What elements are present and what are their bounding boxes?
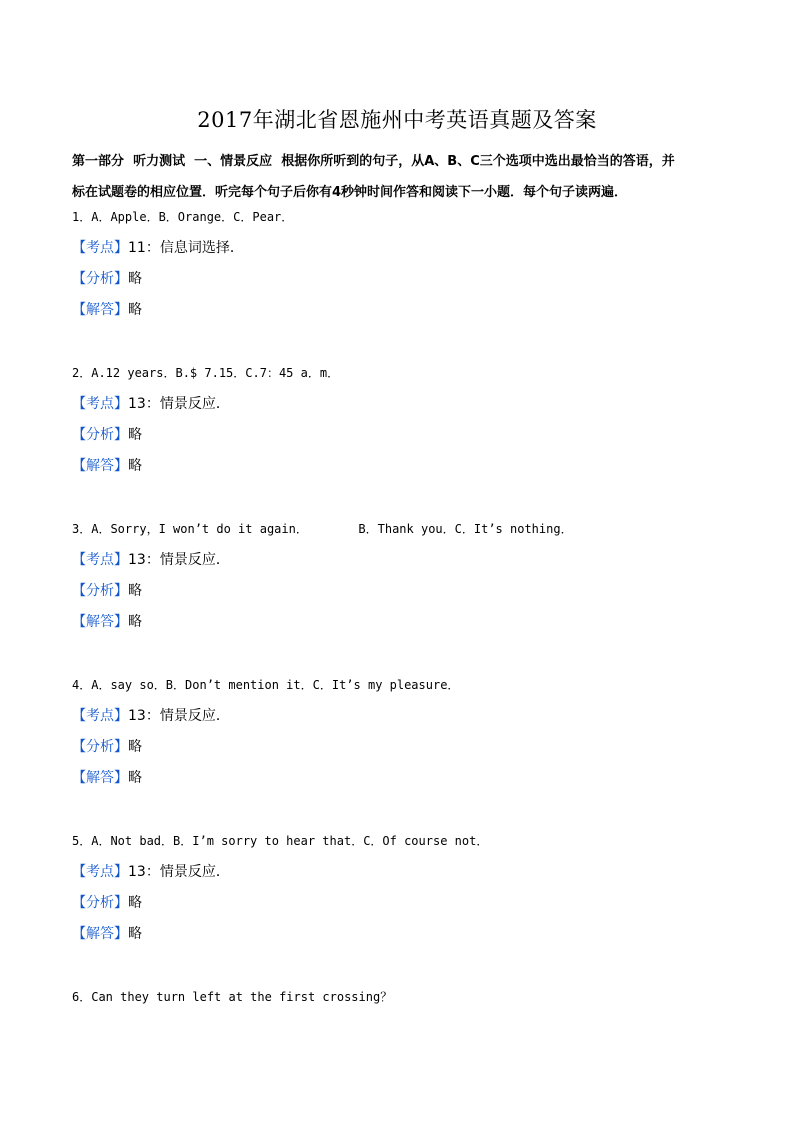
question-1-text: 1．A．Apple．B．Orange．C．Pear． [72, 210, 294, 224]
question-1-kaodian [72, 237, 244, 257]
kaodian-value: 13：情景反应． [128, 396, 230, 412]
kaodian-value: 11：信息词选择． [128, 240, 244, 256]
question-4-fenxi [72, 736, 142, 756]
section-instruction-2: 标在试题卷的相应位置．听完每个句子后你有4秒钟时间作答和阅读下一小题．每个句子读两遍． [72, 185, 628, 200]
section-subpart: 听力测试 [133, 154, 186, 169]
section-part: 第一部分 [72, 154, 125, 169]
section-line-1 [72, 146, 732, 177]
question-4-kaodian [72, 705, 230, 725]
kaodian-tag: 【考点】 [72, 396, 128, 412]
question-3-jieda [72, 611, 142, 631]
fenxi-value: 略 [128, 427, 142, 443]
fenxi-value: 略 [128, 895, 142, 911]
kaodian-value: 13：情景反应． [128, 552, 230, 568]
fenxi-tag: 【分析】 [72, 271, 128, 287]
question-5-fenxi [72, 892, 142, 912]
question-1-jieda [72, 299, 142, 319]
section-header [72, 146, 732, 208]
kaodian-value: 13：情景反应． [128, 864, 230, 880]
fenxi-tag: 【分析】 [72, 583, 128, 599]
fenxi-value: 略 [128, 739, 142, 755]
question-3-fenxi [72, 580, 142, 600]
question-2-jieda [72, 455, 142, 475]
question-5-jieda [72, 923, 142, 943]
fenxi-tag: 【分析】 [72, 739, 128, 755]
question-4-jieda [72, 767, 142, 787]
question-2-text: 2．A.12 years．B.$ 7.15．C.7：45 a．m． [72, 366, 340, 380]
jieda-value: 略 [128, 770, 142, 786]
fenxi-tag: 【分析】 [72, 895, 128, 911]
question-5-text: 5．A．Not bad．B．I’m sorry to hear that．C．Of course not． [72, 834, 489, 848]
jieda-value: 略 [128, 458, 142, 474]
jieda-tag: 【解答】 [72, 302, 128, 318]
question-1-fenxi [72, 268, 142, 288]
jieda-value: 略 [128, 614, 142, 630]
question-2-kaodian [72, 393, 230, 413]
kaodian-tag: 【考点】 [72, 552, 128, 568]
jieda-tag: 【解答】 [72, 770, 128, 786]
section-name: 一、情景反应 [194, 154, 273, 169]
question-5-kaodian [72, 861, 230, 881]
fenxi-value: 略 [128, 583, 142, 599]
question-6-text: 6．Can they turn left at the first crossing？ [72, 990, 393, 1004]
question-4-text: 4．A．say so．B．Don’t mention it．C．It’s my pleasure． [72, 678, 460, 692]
kaodian-tag: 【考点】 [72, 240, 128, 256]
kaodian-tag: 【考点】 [72, 708, 128, 724]
jieda-value: 略 [128, 302, 142, 318]
fenxi-tag: 【分析】 [72, 427, 128, 443]
jieda-tag: 【解答】 [72, 458, 128, 474]
question-3-text: 3．A．Sorry，I won’t do it again． B．Thank you．C．It’s nothing． [72, 522, 573, 536]
question-3-kaodian [72, 549, 230, 569]
section-instruction-1: 根据你所听到的句子，从A、B、C三个选项中选出最恰当的答语，并 [281, 154, 675, 169]
question-2-fenxi [72, 424, 142, 444]
jieda-tag: 【解答】 [72, 614, 128, 630]
fenxi-value: 略 [128, 271, 142, 287]
kaodian-value: 13：情景反应． [128, 708, 230, 724]
page-title: 2017年湖北省恩施州中考英语真题及答案 [197, 108, 597, 132]
jieda-tag: 【解答】 [72, 926, 128, 942]
jieda-value: 略 [128, 926, 142, 942]
kaodian-tag: 【考点】 [72, 864, 128, 880]
